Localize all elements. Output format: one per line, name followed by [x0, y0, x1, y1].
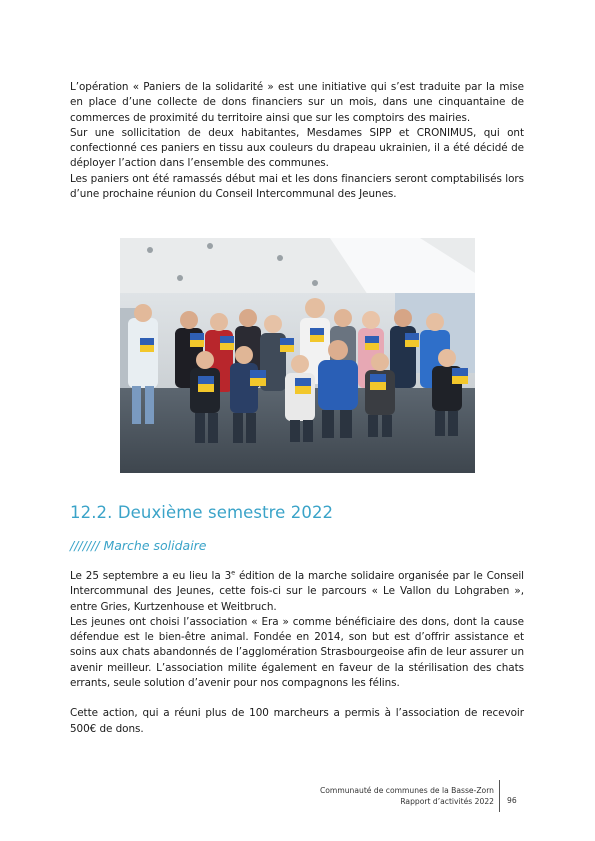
intro-text [70, 80, 524, 202]
subsection-heading: /////// Marche solidaire [70, 538, 207, 553]
intro-paragraph-1: L’opération « Paniers de la solidarité » est une initiative qui s’est traduite par la mise en place d’une collecte de dons financiers sur un mois, dans une cinquantaine de commerces de proximité du territoire ainsi que sur les comptoirs des mairies. [70, 81, 524, 124]
page-number: 96 [507, 796, 517, 805]
intro-paragraph-2: Sur une sollicitation de deux habitantes, Mesdames SIPP et CRONIMUS, qui ont confectionné ces paniers en tissu aux couleurs du drapeau ukrainien, il a été décidé de déployer l’action dans l’ensemble des communes. [70, 126, 524, 170]
group-photo [120, 238, 475, 473]
body-paragraph-2: Les jeunes ont choisi l’association « Era » comme bénéficiaire des dons, dont la cause défendue est le bien-être animal. Fondée en 2014, son but est d’offrir assistance et soins aux chats abandonnés de l’agglomération Strasbourgeoise afin de leur assurer un avenir meilleur. L’association milite également en faveur de la stérilisation des chats errants, seule solution d’avenir pour nos compagnons les félins. [70, 615, 524, 690]
paragraph-spacer [70, 691, 524, 706]
body-paragraph-3: Cette action, qui a réuni plus de 100 marcheurs a permis à l’association de recevoir 500€ de dons. [70, 707, 524, 735]
body-paragraph-1: Le 25 septembre a eu lieu la 3e édition de la marche solidaire organisée par le Conseil Intercommunal des Jeunes, cette fois-ci sur le parcours « Le Vallon du Lohgraben », entre Gries, Kurtzenhouse et Weitbruch. [70, 568, 525, 613]
footer-divider [499, 780, 500, 812]
footer [250, 785, 494, 807]
footer-organization: Communauté de communes de la Basse-Zorn [319, 786, 494, 795]
section-heading: 12.2. Deuxième semestre 2022 [70, 503, 334, 522]
marche-solidaire-text [70, 569, 524, 737]
intro-paragraph-3: Les paniers ont été ramassés début mai et les dons financiers seront comptabilisés lors d’une prochaine réunion du Conseil Intercommunal des Jeunes. [70, 172, 524, 201]
footer-report-title: Rapport d’activités 2022 [400, 797, 494, 806]
